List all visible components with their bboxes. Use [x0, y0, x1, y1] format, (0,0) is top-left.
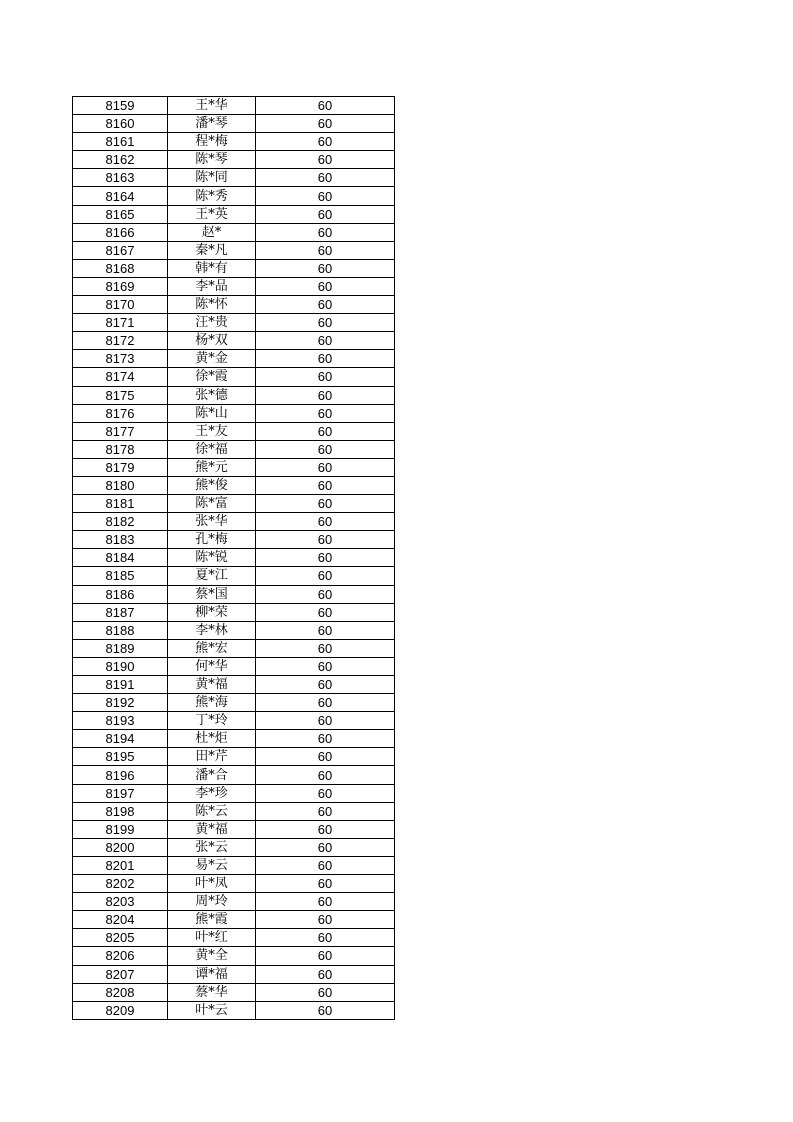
id-cell: 8179 [73, 458, 168, 476]
table-row [73, 332, 395, 350]
table-row [73, 241, 395, 259]
id-cell: 8203 [73, 893, 168, 911]
amount-cell: 60 [256, 422, 395, 440]
amount-cell: 60 [256, 820, 395, 838]
id-cell: 8208 [73, 983, 168, 1001]
table-row [73, 187, 395, 205]
name-cell: 叶*红 [168, 929, 256, 947]
amount-cell: 60 [256, 585, 395, 603]
amount-cell: 60 [256, 458, 395, 476]
table-row [73, 422, 395, 440]
table-row [73, 947, 395, 965]
id-cell: 8198 [73, 802, 168, 820]
name-cell: 赵* [168, 223, 256, 241]
id-cell: 8173 [73, 350, 168, 368]
table-row [73, 440, 395, 458]
id-cell: 8177 [73, 422, 168, 440]
name-cell: 张*云 [168, 838, 256, 856]
amount-cell: 60 [256, 97, 395, 115]
roster-table-body [73, 97, 395, 1020]
id-cell: 8175 [73, 386, 168, 404]
id-cell: 8182 [73, 513, 168, 531]
amount-cell: 60 [256, 115, 395, 133]
amount-cell: 60 [256, 332, 395, 350]
amount-cell: 60 [256, 187, 395, 205]
id-cell: 8160 [73, 115, 168, 133]
name-cell: 黄*金 [168, 350, 256, 368]
id-cell: 8193 [73, 712, 168, 730]
table-row [73, 567, 395, 585]
id-cell: 8164 [73, 187, 168, 205]
id-cell: 8189 [73, 639, 168, 657]
table-row [73, 856, 395, 874]
table-row [73, 495, 395, 513]
name-cell: 熊*元 [168, 458, 256, 476]
amount-cell: 60 [256, 965, 395, 983]
amount-cell: 60 [256, 947, 395, 965]
table-row [73, 531, 395, 549]
id-cell: 8171 [73, 314, 168, 332]
amount-cell: 60 [256, 241, 395, 259]
id-cell: 8163 [73, 169, 168, 187]
table-row [73, 784, 395, 802]
id-cell: 8209 [73, 1001, 168, 1019]
id-cell: 8190 [73, 657, 168, 675]
table-row [73, 802, 395, 820]
name-cell: 张*华 [168, 513, 256, 531]
table-row [73, 694, 395, 712]
id-cell: 8191 [73, 676, 168, 694]
amount-cell: 60 [256, 657, 395, 675]
name-cell: 陈*富 [168, 495, 256, 513]
id-cell: 8205 [73, 929, 168, 947]
id-cell: 8170 [73, 296, 168, 314]
name-cell: 王*友 [168, 422, 256, 440]
table-row [73, 893, 395, 911]
id-cell: 8184 [73, 549, 168, 567]
table-row [73, 97, 395, 115]
id-cell: 8201 [73, 856, 168, 874]
table-row [73, 603, 395, 621]
name-cell: 黄*全 [168, 947, 256, 965]
id-cell: 8167 [73, 241, 168, 259]
id-cell: 8192 [73, 694, 168, 712]
amount-cell: 60 [256, 748, 395, 766]
name-cell: 李*珍 [168, 784, 256, 802]
id-cell: 8183 [73, 531, 168, 549]
name-cell: 田*芹 [168, 748, 256, 766]
table-row [73, 676, 395, 694]
id-cell: 8185 [73, 567, 168, 585]
amount-cell: 60 [256, 603, 395, 621]
table-row [73, 730, 395, 748]
name-cell: 熊*俊 [168, 476, 256, 494]
id-cell: 8161 [73, 133, 168, 151]
table-row [73, 585, 395, 603]
name-cell: 李*品 [168, 277, 256, 295]
amount-cell: 60 [256, 205, 395, 223]
amount-cell: 60 [256, 838, 395, 856]
table-row [73, 350, 395, 368]
id-cell: 8172 [73, 332, 168, 350]
amount-cell: 60 [256, 169, 395, 187]
id-cell: 8174 [73, 368, 168, 386]
table-row [73, 458, 395, 476]
id-cell: 8186 [73, 585, 168, 603]
table-row [73, 965, 395, 983]
amount-cell: 60 [256, 223, 395, 241]
amount-cell: 60 [256, 983, 395, 1001]
amount-cell: 60 [256, 893, 395, 911]
table-row [73, 259, 395, 277]
amount-cell: 60 [256, 495, 395, 513]
amount-cell: 60 [256, 856, 395, 874]
table-row [73, 404, 395, 422]
name-cell: 汪*贵 [168, 314, 256, 332]
amount-cell: 60 [256, 151, 395, 169]
table-row [73, 169, 395, 187]
table-row [73, 929, 395, 947]
table-row [73, 838, 395, 856]
name-cell: 陈*锐 [168, 549, 256, 567]
table-row [73, 639, 395, 657]
id-cell: 8195 [73, 748, 168, 766]
name-cell: 黄*福 [168, 676, 256, 694]
name-cell: 易*云 [168, 856, 256, 874]
table-row [73, 621, 395, 639]
id-cell: 8159 [73, 97, 168, 115]
id-cell: 8206 [73, 947, 168, 965]
table-row [73, 205, 395, 223]
amount-cell: 60 [256, 531, 395, 549]
amount-cell: 60 [256, 277, 395, 295]
amount-cell: 60 [256, 296, 395, 314]
amount-cell: 60 [256, 133, 395, 151]
name-cell: 程*梅 [168, 133, 256, 151]
name-cell: 徐*霞 [168, 368, 256, 386]
name-cell: 柳*荣 [168, 603, 256, 621]
table-row [73, 386, 395, 404]
name-cell: 丁*玲 [168, 712, 256, 730]
amount-cell: 60 [256, 911, 395, 929]
name-cell: 潘*琴 [168, 115, 256, 133]
table-row [73, 277, 395, 295]
table-row [73, 657, 395, 675]
amount-cell: 60 [256, 314, 395, 332]
amount-cell: 60 [256, 784, 395, 802]
table-row [73, 513, 395, 531]
table-row [73, 476, 395, 494]
amount-cell: 60 [256, 730, 395, 748]
name-cell: 叶*云 [168, 1001, 256, 1019]
id-cell: 8204 [73, 911, 168, 929]
name-cell: 叶*凤 [168, 875, 256, 893]
table-row [73, 983, 395, 1001]
name-cell: 何*华 [168, 657, 256, 675]
id-cell: 8196 [73, 766, 168, 784]
table-row [73, 712, 395, 730]
name-cell: 陈*怀 [168, 296, 256, 314]
id-cell: 8188 [73, 621, 168, 639]
name-cell: 陈*同 [168, 169, 256, 187]
table-row [73, 820, 395, 838]
amount-cell: 60 [256, 476, 395, 494]
amount-cell: 60 [256, 639, 395, 657]
name-cell: 周*玲 [168, 893, 256, 911]
table-row [73, 296, 395, 314]
roster-table [72, 96, 395, 1020]
name-cell: 熊*霞 [168, 911, 256, 929]
id-cell: 8165 [73, 205, 168, 223]
amount-cell: 60 [256, 350, 395, 368]
amount-cell: 60 [256, 766, 395, 784]
table-row [73, 151, 395, 169]
name-cell: 陈*琴 [168, 151, 256, 169]
id-cell: 8187 [73, 603, 168, 621]
table-row [73, 314, 395, 332]
name-cell: 王*华 [168, 97, 256, 115]
amount-cell: 60 [256, 1001, 395, 1019]
name-cell: 熊*海 [168, 694, 256, 712]
amount-cell: 60 [256, 712, 395, 730]
amount-cell: 60 [256, 676, 395, 694]
name-cell: 张*德 [168, 386, 256, 404]
id-cell: 8202 [73, 875, 168, 893]
table-row [73, 875, 395, 893]
table-row [73, 368, 395, 386]
name-cell: 秦*凡 [168, 241, 256, 259]
name-cell: 杨*双 [168, 332, 256, 350]
name-cell: 夏*江 [168, 567, 256, 585]
table-row [73, 1001, 395, 1019]
id-cell: 8197 [73, 784, 168, 802]
id-cell: 8176 [73, 404, 168, 422]
id-cell: 8200 [73, 838, 168, 856]
table-row [73, 549, 395, 567]
name-cell: 孔*梅 [168, 531, 256, 549]
id-cell: 8194 [73, 730, 168, 748]
table-row [73, 133, 395, 151]
amount-cell: 60 [256, 875, 395, 893]
name-cell: 陈*山 [168, 404, 256, 422]
id-cell: 8199 [73, 820, 168, 838]
name-cell: 蔡*国 [168, 585, 256, 603]
amount-cell: 60 [256, 386, 395, 404]
table-row [73, 766, 395, 784]
id-cell: 8166 [73, 223, 168, 241]
amount-cell: 60 [256, 621, 395, 639]
id-cell: 8162 [73, 151, 168, 169]
name-cell: 徐*福 [168, 440, 256, 458]
amount-cell: 60 [256, 549, 395, 567]
name-cell: 陈*秀 [168, 187, 256, 205]
table-row [73, 115, 395, 133]
id-cell: 8207 [73, 965, 168, 983]
name-cell: 蔡*华 [168, 983, 256, 1001]
name-cell: 韩*有 [168, 259, 256, 277]
amount-cell: 60 [256, 694, 395, 712]
amount-cell: 60 [256, 802, 395, 820]
amount-cell: 60 [256, 567, 395, 585]
name-cell: 黄*福 [168, 820, 256, 838]
table-row [73, 748, 395, 766]
id-cell: 8169 [73, 277, 168, 295]
amount-cell: 60 [256, 929, 395, 947]
name-cell: 陈*云 [168, 802, 256, 820]
amount-cell: 60 [256, 440, 395, 458]
name-cell: 谭*福 [168, 965, 256, 983]
id-cell: 8181 [73, 495, 168, 513]
amount-cell: 60 [256, 259, 395, 277]
table-row [73, 911, 395, 929]
name-cell: 杜*炬 [168, 730, 256, 748]
name-cell: 王*英 [168, 205, 256, 223]
amount-cell: 60 [256, 513, 395, 531]
id-cell: 8180 [73, 476, 168, 494]
id-cell: 8168 [73, 259, 168, 277]
name-cell: 李*林 [168, 621, 256, 639]
name-cell: 潘*合 [168, 766, 256, 784]
spreadsheet-page [72, 96, 395, 1020]
name-cell: 熊*宏 [168, 639, 256, 657]
table-row [73, 223, 395, 241]
amount-cell: 60 [256, 368, 395, 386]
amount-cell: 60 [256, 404, 395, 422]
id-cell: 8178 [73, 440, 168, 458]
